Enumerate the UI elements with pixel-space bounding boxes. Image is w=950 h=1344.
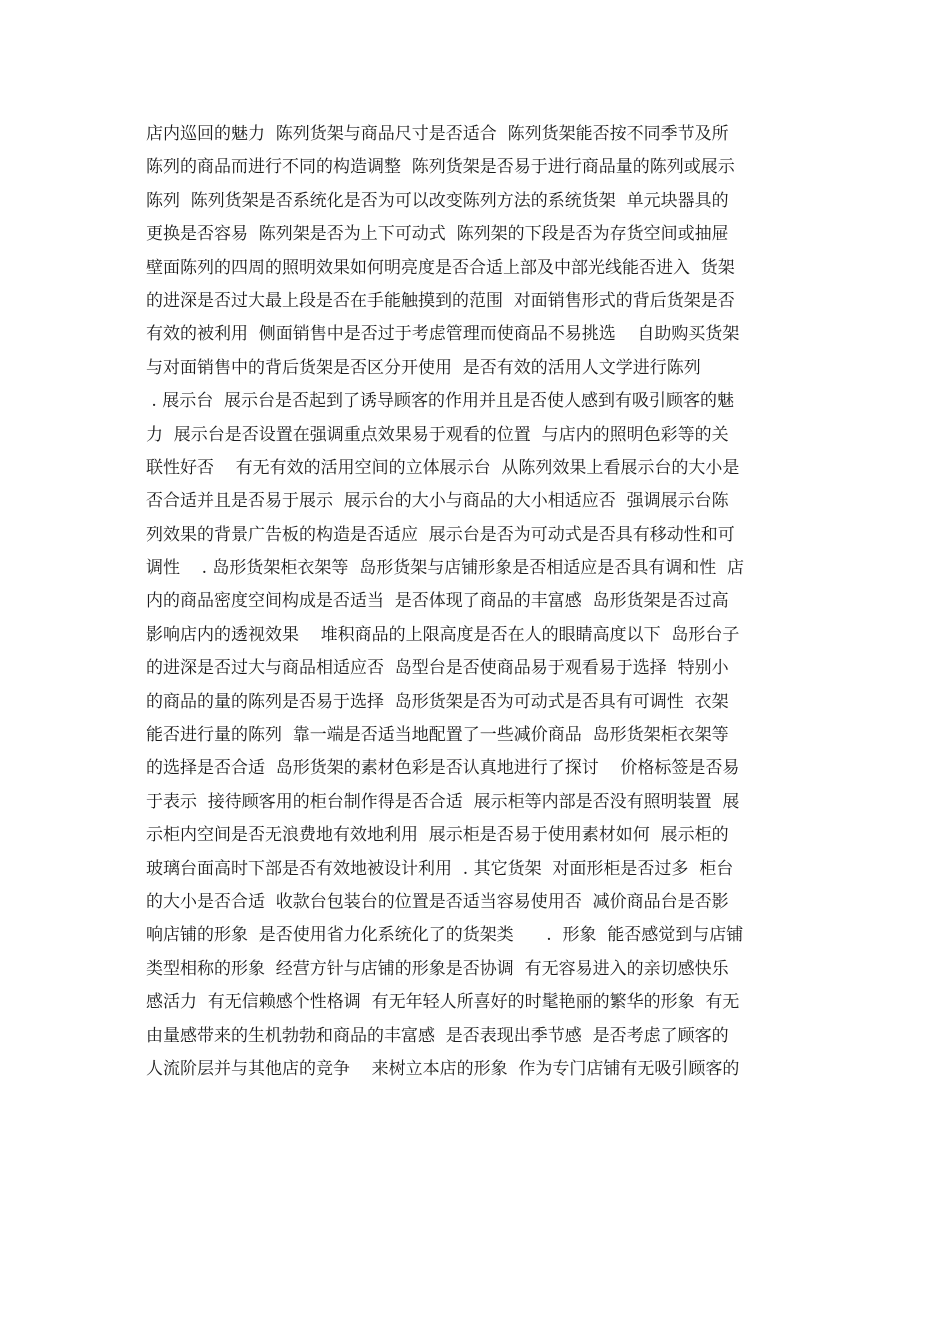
text-line: 力 展示台是否设置在强调重点效果易于观看的位置 与店内的照明色彩等的关	[146, 424, 729, 445]
text-line: 感活力 有无信赖感个性格调 有无年轻人所喜好的时髦艳丽的繁华的形象 有无	[146, 992, 740, 1013]
text-line: 于表示 接待顾客用的柜台制作得是否合适 展示柜等内部是否没有照明装置 展	[146, 791, 740, 812]
text-line: 示柜内空间是否无浪费地有效地利用 展示柜是否易于使用素材如何 展示柜的	[146, 825, 729, 846]
text-line: 陈列的商品而进行不同的构造调整 陈列货架是否易于进行商品量的陈列或展示	[146, 157, 735, 178]
text-line: 由量感带来的生机勃勃和商品的丰富感 是否表现出季节感 是否考虑了顾客的	[146, 1025, 729, 1046]
text-line: 人流阶层并与其他店的竞争 来树立本店的形象 作为专门店铺有无吸引顾客的	[146, 1058, 740, 1079]
text-line: 内的商品密度空间构成是否适当 是否体现了商品的丰富感 岛形货架是否过高	[146, 591, 729, 612]
body-text	[146, 118, 846, 1086]
text-line: 调性 . 岛形货架柜衣架等 岛形货架与店铺形象是否相适应是否具有调和性 店	[146, 558, 745, 579]
text-line: 的进深是否过大与商品相适应否 岛型台是否使商品易于观看易于选择 特别小	[146, 658, 729, 679]
text-line: 列效果的背景广告板的构造是否适应 展示台是否为可动式是否具有移动性和可	[146, 524, 735, 545]
text-line: 店内巡回的魅力 陈列货架与商品尺寸是否适合 陈列货架能否按不同季节及所	[146, 124, 729, 144]
text-line: 与对面销售中的背后货架是否区分开使用 是否有效的活用人文学进行陈列	[146, 357, 701, 378]
text-line: 联性好否 有无有效的活用空间的立体展示台 从陈列效果上看展示台的大小是	[146, 457, 740, 478]
text-line: 壁面陈列的四周的照明效果如何明亮度是否合适上部及中部光线能否进入 货架	[146, 257, 735, 278]
text-line: . 展示台 展示台是否起到了诱导顾客的作用并且是否使人感到有吸引顾客的魅	[146, 391, 735, 412]
text-line: 玻璃台面高时下部是否有效地被设计利用 . 其它货架 对面形柜是否过多 柜台	[146, 858, 734, 879]
text-line: 有效的被利用 侧面销售中是否过于考虑管理而使商品不易挑选 自助购买货架	[146, 324, 740, 345]
text-line: 的商品的量的陈列是否易于选择 岛形货架是否为可动式是否具有可调性 衣架	[146, 691, 729, 712]
text-line: 更换是否容易 陈列架是否为上下可动式 陈列架的下段是否为存货空间或抽屉	[146, 224, 729, 245]
text-line: 陈列 陈列货架是否系统化是否为可以改变陈列方法的系统货架 单元块器具的	[146, 190, 729, 211]
text-line: 否合适并且是否易于展示 展示台的大小与商品的大小相适应否 强调展示台陈	[146, 491, 729, 512]
text-line: 能否进行量的陈列 靠一端是否适当地配置了一些减价商品 岛形货架柜衣架等	[146, 725, 729, 746]
text-line: 响店铺的形象 是否使用省力化系统化了的货架类 . 形象 能否感觉到与店铺	[146, 925, 744, 946]
text-line: 类型相称的形象 经营方针与店铺的形象是否协调 有无容易进入的亲切感快乐	[146, 958, 729, 979]
text-line: 的进深是否过大最上段是否在手能触摸到的范围 对面销售形式的背后货架是否	[146, 290, 735, 311]
text-line: 影响店内的透视效果 堆积商品的上限高度是否在人的眼睛高度以下 岛形台子	[146, 624, 740, 645]
text-line: 的选择是否合适 岛形货架的素材色彩是否认真地进行了探讨 价格标签是否易	[146, 758, 740, 779]
text-line: 的大小是否合适 收款台包装台的位置是否适当容易使用否 减价商品台是否影	[146, 891, 729, 912]
